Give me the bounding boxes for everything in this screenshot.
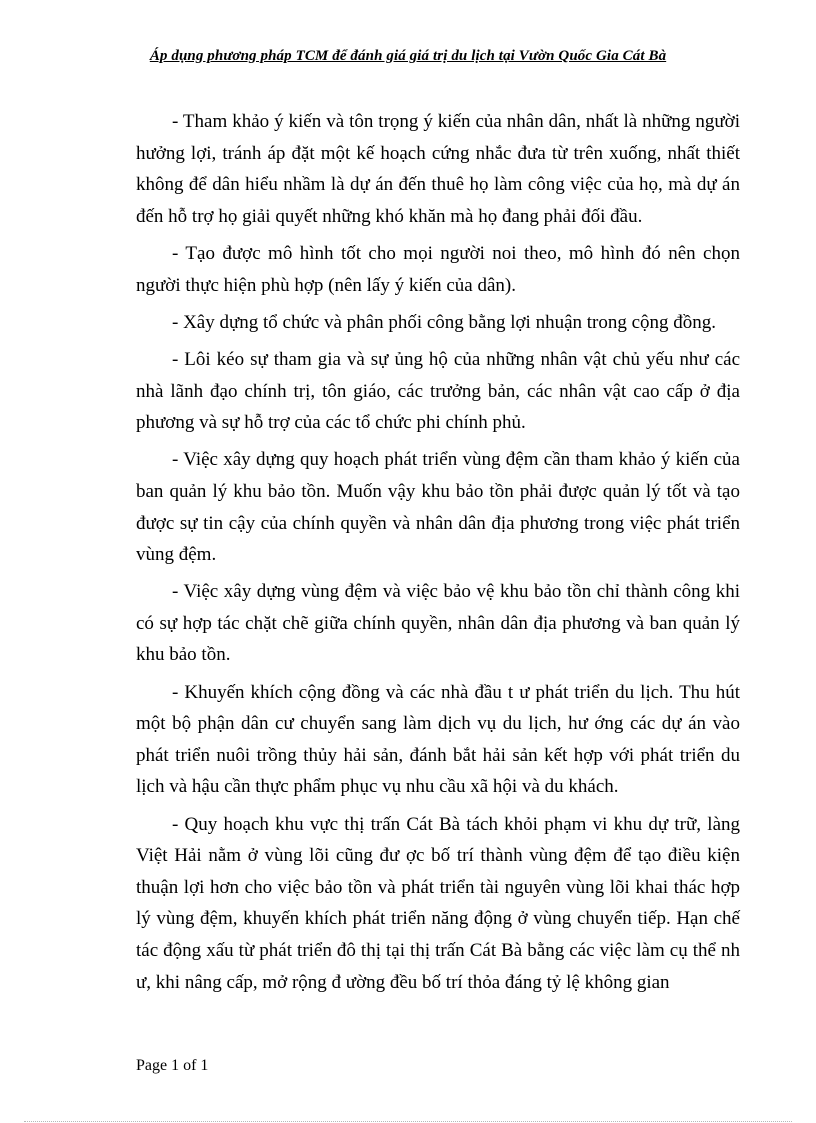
page-bottom-divider: [24, 1121, 792, 1122]
paragraph-encourage-investment: - Khuyến khích cộng đồng và các nhà đầu t ư phát triển du lịch. Thu hút một bộ phận dân cư chuyển sang làm dịch vụ du lịch, hư ớng các dự án vào phát triển nuôi trồng thủy hải sản, đánh bắt hải sản kết hợp với phát triển du lịch và hậu cần thực phẩm phục vụ nhu cầu xã hội và du khách.: [136, 681, 740, 798]
page-number-footer: Page 1 of 1: [136, 1057, 209, 1074]
document-body: [136, 106, 740, 1004]
paragraph-consult-people: - Tham khảo ý kiến và tôn trọng ý kiến của nhân dân, nhất là những người hưởng lợi, tránh áp đặt một kế hoạch cứng nhắc đưa từ trên xuống, nhất thiết không để dân hiểu nhầm là dự án đến thuê họ làm công việc của họ, mà dự án đến hỗ trợ họ giải quyết những khó khăn mà họ đang phải đối đầu.: [136, 111, 740, 227]
paragraph-fair-distribution: - Xây dựng tổ chức và phân phối công bằng lợi nhuận trong cộng đồng.: [172, 311, 717, 333]
paragraph-cooperation: - Việc xây dựng vùng đệm và việc bảo vệ khu bảo tồn chỉ thành công khi có sự hợp tác chặt chẽ giữa chính quyền, nhân dân địa phương và ban quản lý khu bảo tồn.: [136, 581, 740, 666]
paragraph-town-planning: - Quy hoạch khu vực thị trấn Cát Bà tách khỏi phạm vi khu dự trữ, làng Việt Hải nằm ở vùng lõi cũng đư ợc bố trí thành vùng đệm để tạo điều kiện thuận lợi hơn cho việc bảo tồn và phát triển tài nguyên vùng lõi khai thác hợp lý vùng đệm, khuyến khích phát triển năng động ở vùng chuyển tiếp. Hạn chế tác động xấu từ phát triển đô thị tại thị trấn Cát Bà bằng các việc làm cụ thể nh ư, khi nâng cấp, mở rộng đ ường đều bố trí thỏa đáng tỷ lệ không gian: [136, 813, 740, 993]
page-header-title: Áp dụng phương pháp TCM để đánh giá giá trị du lịch tại Vườn Quốc Gia Cát Bà: [149, 48, 667, 64]
paragraph-buffer-zone-planning: - Việc xây dựng quy hoạch phát triển vùng đệm cần tham khảo ý kiến của ban quản lý khu bảo tồn. Muốn vậy khu bảo tồn phải được quản lý tốt và tạo được sự tin cậy của chính quyền và nhân dân địa phương trong việc phát triển vùng đệm.: [136, 449, 740, 566]
paragraph-role-model: - Tạo được mô hình tốt cho mọi người noi theo, mô hình đó nên chọn người thực hiện phù hợp (nên lấy ý kiến của dân).: [136, 242, 740, 296]
paragraph-key-figures: - Lôi kéo sự tham gia và sự ủng hộ của những nhân vật chủ yếu như các nhà lãnh đạo chính trị, tôn giáo, các trưởng bản, các nhân vật cao cấp ở địa phương và sự hỗ trợ của các tổ chức phi chính phủ.: [136, 348, 740, 434]
